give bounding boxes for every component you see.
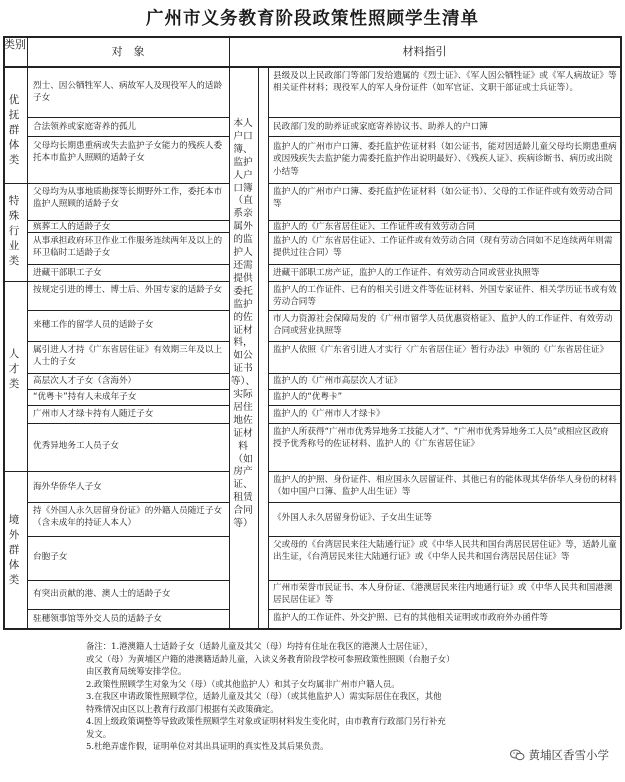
header-category: 类别 xyxy=(4,38,26,51)
watermark-text: 黄埔区香雪小学 xyxy=(528,748,609,762)
materials-cell: 进藏干部职工房产证，监护人的工作证件、有效劳动合同或营业执照等 xyxy=(273,268,540,278)
subject-cell: 高层次人才子女（含海外） xyxy=(33,376,137,386)
row-divider xyxy=(27,310,229,311)
table-top-border xyxy=(3,36,621,38)
subject-cell: 按规定引进的博士、博士后、外国专家的适龄子女 xyxy=(33,285,223,295)
row-divider xyxy=(268,373,620,374)
notes-section xyxy=(86,640,621,753)
table-bottom-border xyxy=(3,628,621,630)
subject-cell: 属引进人才持《广东省居住证》有效期三年及以上人士的子女 xyxy=(33,345,223,368)
note-line: 特殊情况由区以上教育行政部门根据有关政策确定。 xyxy=(86,703,279,714)
materials-cell: 监护人所获得“广州市优秀异地务工技能人才”、“广州市优秀异地务工人员”或相应区政府授予优秀称号的佐证材料、监护人的《广东省居住证》 xyxy=(273,427,609,450)
subject-cell: 台胞子女 xyxy=(33,552,68,562)
row-divider xyxy=(268,471,620,472)
row-divider xyxy=(268,341,620,342)
column-divider xyxy=(27,36,28,629)
note-line: 4.因上级政策调整等导致政策性照顾学生对象或证明材料发生变化时，由市教育行政部门另行补充 xyxy=(86,716,446,726)
materials-cell: 广州市荣誉市民证书、本人身份证、《港澳居民来往内地通行证》或《中华人民共和国港澳居民居住证》等 xyxy=(273,583,613,606)
note-line: 发文。 xyxy=(86,728,112,739)
common-materials: 本人户口簿、监护人户口簿（直系亲属外的监护人还需提供委托监护的佐证材料，如公证书等）、实际居住地佐证材料（如房产证、租赁合同等） xyxy=(230,118,256,530)
column-divider xyxy=(258,66,259,629)
note-line: 5.杜绝弄虚作假，证明单位对其出具证明的真实性及其后果负责。 xyxy=(86,741,329,751)
subject-cell: 烈士、因公牺牲军人、病故军人及现役军人的适龄子女 xyxy=(33,81,223,104)
row-divider xyxy=(27,609,229,610)
subject-cell: 从事承担政府环卫作业工作服务连续两年及以上的环卫临时工适龄子女 xyxy=(33,236,223,259)
header-divider xyxy=(3,66,621,68)
subject-cell: 合法领养或家庭寄养的孤儿 xyxy=(33,122,137,132)
materials-cell: 监护人的《广东省居住证》、工作证件或有效劳动合同 xyxy=(273,222,475,232)
materials-cell: 《外国人永久居留身份证》、子女出生证等 xyxy=(273,513,432,523)
category-jingwai: 境外群体类 xyxy=(8,514,20,586)
materials-cell: 监护人的《广州市高层次人才证》 xyxy=(273,376,402,386)
subject-cell: 殡葬工人的适龄子女 xyxy=(33,222,111,232)
row-divider xyxy=(27,373,229,374)
row-divider xyxy=(268,536,620,537)
subject-cell: 驻穗领事馆等外交人员的适龄子女 xyxy=(33,614,162,624)
category-rencai: 人才类 xyxy=(8,348,20,390)
materials-cell: 民政部门发的助养证或家庭寄养协议书、助养人的户口簿 xyxy=(273,122,488,132)
row-divider xyxy=(27,580,229,581)
row-divider xyxy=(268,281,620,282)
note-line: 2.政策性照顾学生对象为父（母）（或其他监护人）和其子女均属非广州市户籍人员。 xyxy=(86,678,400,689)
row-divider xyxy=(268,310,620,311)
category-teshu: 特殊行业类 xyxy=(8,195,20,267)
materials-cell: 监护人的“优粤卡” xyxy=(273,392,343,402)
materials-cell: 监护人的工作证件、外交护照、已有的其他相关证明或市政府外办函件等 xyxy=(273,613,549,623)
subject-cell: 持《外国人永久居留身份证》的外籍人员随迁子女（含未成年的持证人本人） xyxy=(33,506,223,529)
subject-cell: 海外华侨华人子女 xyxy=(33,482,102,492)
materials-cell: 市人力资源社会保障局发的《广州市留学人员优惠资格证》、监护人的工作证件、有效劳动合同或营业执照等 xyxy=(273,314,613,337)
watermark xyxy=(510,747,610,763)
row-divider xyxy=(268,502,620,503)
row-divider xyxy=(27,117,229,118)
materials-cell: 监护人的广州市户口簿、委托监护佐证材料（如公证书）、父母的工作证件或有效劳动合同等 xyxy=(273,187,613,210)
row-divider xyxy=(268,183,620,184)
row-divider xyxy=(268,580,620,581)
materials-cell: 监护人的《广州市人才绿卡》 xyxy=(273,409,385,419)
materials-cell: 监护人的工作证件、已有的相关引进文件等佐证材料、外国专家证件、相关学历证书或有效劳动合同等 xyxy=(273,285,617,308)
document-title: 广州市义务教育阶段政策性照顾学生清单 xyxy=(146,9,479,29)
row-divider xyxy=(268,405,620,406)
note-line: 或父（母）为黄埔区户籍的港澳籍适龄儿童，入读义务教育阶段学校可参照政策性照顾（台胞子女） xyxy=(86,653,455,664)
row-divider xyxy=(27,136,229,137)
header-materials: 材料指引 xyxy=(402,45,447,58)
row-divider xyxy=(27,502,229,503)
row-divider xyxy=(27,423,229,424)
row-divider xyxy=(27,389,229,390)
row-divider xyxy=(27,232,229,233)
category-divider xyxy=(3,471,229,472)
note-line: 由区教育局统筹安排学位。 xyxy=(86,666,187,676)
wechat-icon xyxy=(510,749,525,761)
row-divider xyxy=(27,341,229,342)
table-right-border xyxy=(620,36,622,629)
subject-cell: 父母均为从事地质勘探等长期野外工作，委托本市监护人照顾的适龄子女 xyxy=(33,187,223,210)
row-divider xyxy=(268,389,620,390)
category-divider xyxy=(3,281,229,282)
subject-cell: “优粤卡”持有人未成年子女 xyxy=(33,392,137,402)
header-subject: 对 象 xyxy=(111,45,145,58)
note-line: 备注：1.港澳籍人士适龄子女（适龄儿童及其父（母）均持有住址在我区的港澳人士居住证）， xyxy=(86,641,434,651)
row-divider xyxy=(27,264,229,265)
materials-cell: 监护人的护照、身份证件、相应国永久居留证件、其他已有的能体现其华侨华人身份的材料（如中国户口簿、监护人出生证）等 xyxy=(273,475,617,498)
row-divider xyxy=(268,609,620,610)
subject-cell: 广州市人才绿卡持有人随迁子女 xyxy=(33,409,154,419)
row-divider xyxy=(27,405,229,406)
subject-cell: 有突出贡献的港、澳人士的适龄子女 xyxy=(33,589,171,599)
subject-cell: 父母均长期患重病或失去监护子女能力的残疾人委托本市监护人照顾的适龄子女 xyxy=(33,141,223,164)
materials-cell: 监护人依照《广东省引进人才实行〈广东省居住证〉暂行办法》申领的《广东省居住证》 xyxy=(273,345,609,355)
subject-cell: 优秀异地务工人员子女 xyxy=(33,441,119,451)
row-divider xyxy=(268,232,620,233)
materials-cell: 父或母的《台湾居民来往大陆通行证》或《中华人民共和国台湾居民居住证》等，适龄儿童出生证，《台湾居民来往大陆通行证》或《中华人民共和国台湾居民居住证》等 xyxy=(273,540,617,563)
note-line: 3.在我区申请政策性照顾学位，适龄儿童及其父（母）（或其他监护人）需实际居住在我区，其他 xyxy=(86,691,442,701)
category-divider xyxy=(3,183,229,184)
materials-cell: 监护人的广州市户口簿、委托监护佐证材料（如公证书，能对因适龄儿童父母均长期患重病或因残疾失去监护能力需委托监护作出说明最好）、《残疾人证》、疾病诊断书、病历或出院小结等 xyxy=(273,142,617,177)
category-youfu: 优抚群体类 xyxy=(8,94,20,166)
subject-cell: 来穗工作的留学人员的适龄子女 xyxy=(33,320,154,330)
materials-cell: 监护人的《广东省居住证》、工作证件或有效劳动合同（现有劳动合同如不足连续两年则需提供过往合同）等 xyxy=(273,236,613,259)
materials-cell: 县级及以上民政部门等部门发给遗属的《烈士证》、《军人因公牺牲证》或《军人病故证》等相关证件材料；现役军人的军人身份证件（如军官证、文职干部证或士兵证等）。 xyxy=(273,71,617,94)
row-divider xyxy=(268,264,620,265)
row-divider xyxy=(268,423,620,424)
row-divider xyxy=(268,117,620,118)
column-divider xyxy=(268,66,269,629)
row-divider xyxy=(268,136,620,137)
row-divider xyxy=(27,536,229,537)
subject-cell: 进藏干部职工子女 xyxy=(33,268,102,278)
